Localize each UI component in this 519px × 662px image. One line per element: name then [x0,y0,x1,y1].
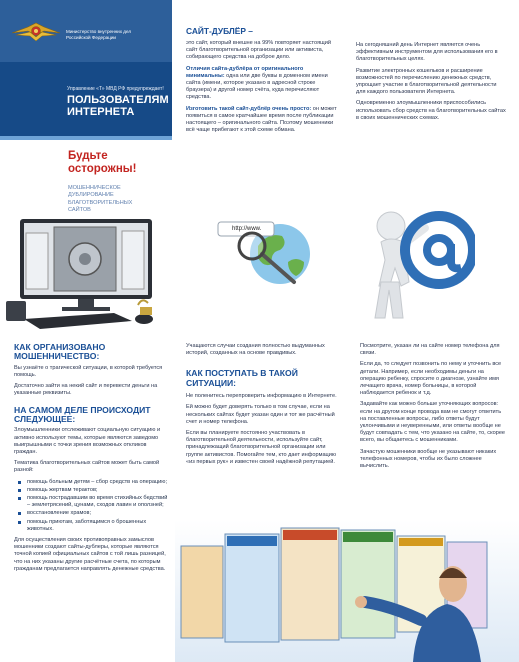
paragraph: Злоумышленники отслеживают социальную ситуацию и активно используют темы, которые являются заведомо выигрышными с точки зрения возможных откликов граждан. [14,427,161,456]
paragraph: это сайт, который внешне на 99% повторяет настоящий сайт благотворительной организации или активиста, собирающего средства на доброе дело. [186,40,332,61]
header-banner [0,0,172,62]
man-browsing-websites-photo [175,520,519,662]
intro-section [356,42,506,126]
section-heading: САЙТ-ДУБЛЁР – [186,26,253,36]
title-banner [0,62,172,136]
paragraph: Не поленитесь перепроверить информацию в Интернете. [186,393,337,400]
page-title: ПОЛЬЗОВАТЕЛЯМ ИНТЕРНЕТА [67,94,169,118]
section-heading: КАК ПОСТУПАТЬ В ТАКОЙ СИТУАЦИИ: [186,368,298,388]
what-to-do-section [186,343,340,470]
paragraph: Учащаются случаи создания полностью выдуманных историй, созданных на основе правдивых. [186,343,325,357]
list-item: помощь больным детям – сбор средств на операцию; [18,479,168,486]
computer-safe-illustration [4,215,172,330]
paragraph: Если вы планируете постоянно участвовать в благотворительной деятельности, используйте сайт, принадлежащий благотворительной организации или группе активистов. Помогайте тем, кто дает информацию «из первых рук» и известен своей надёжной репутацией. [186,430,337,465]
paragraph: Ей можно будет доверять только в том случае, если на нескольких сайтах будет указан один и тот же расчётный счет и номер телефона. [186,404,335,425]
section-heading: КАК ОРГАНИЗОВАНО МОШЕННИЧЕСТВО: [14,342,106,362]
paragraph: Для осуществления своих противоправных замыслов мошенники создают сайты-дублеры, которые являются точной копией официальных сайтов с той лишь разницей, что на них указаны другие расчётные счета, по которым гражданам предлагается направлять денежные средства. [14,537,166,572]
paragraph: Изготовить такой сайт-дублёр очень просто: он может появиться в самое кратчайшее время после публикации настоящего – оригинального сайта. Поэтому мошенники всё чаще прибегают к этой схеме обмана. [186,105,337,134]
paragraph: На сегодняшний день Интернет является очень эффективным инструментом для использования его в благотворительных целях. [356,42,498,63]
verification-section [360,343,506,474]
paragraph: Достаточно зайти на некий сайт и перевести деньги на указанные реквизиты. [14,383,158,397]
banner-stripe [0,136,172,140]
paragraph: Вы узнаёте о трагической ситуации, в которой требуется помощь. [14,364,163,379]
careful-heading: Будьте осторожны! [68,150,137,175]
list-item: восстановление храмов; [18,510,168,517]
paragraph: Отличия сайта-дублёра от оригинального минимальны: одна или две буквы в доменном имени сайта (имени, которое указано в адресной строке браузера) и другой номер счёта, куда перечисляют средства. [186,65,328,101]
paragraph: Одновременно злоумышленники приспособились использовать сбор средств на благотворительных сайтах в своих мошеннических схемах. [356,100,506,121]
paragraph: Развитие электронных кошельков и расширение возможностей по перечислению денежных средств, упрощает участие в благотворительной деятельности для каждого пользователя Интернета. [356,67,497,96]
paragraph: Если да, то следует позвонить по нему и уточнить все детали. Например, если необходимы деньги на операцию ребенку, спросите о диагнозе, узнайте имя лечащего врача, номер больницы, в которой наблюдается ребенок и т.д. [360,361,502,397]
clone-site-section [186,26,338,138]
paragraph: Задавайте как можно больше уточняющих вопросов: если на другом конце провода вам не смогут ответить на поставленные вопросы, либо ответы будут уклончивыми и неуверенными, или ответы вообще не будут совпадать с тем, что указано на сайте, то, скорее всего, вы общаетесь с мошенниками. [360,401,506,444]
paragraph: Тематика благотворительных сайтов может быть самой разной: [14,460,160,474]
paragraph: Посмотрите, указан ли на сайте номер телефона для связи. [360,343,500,357]
browser-globe-illustration [202,206,320,288]
section-heading: НА САМОМ ДЕЛЕ ПРОИСХОДИТ СЛЕДУЮЩЕЕ: [14,404,151,425]
fraud-scheme-section [14,343,168,577]
ministry-name: Министерство внутренних дел Российской Федерации [66,29,132,40]
topic-list [18,479,168,533]
warning-line: Управление «Т» МВД РФ предупреждает! [67,86,164,92]
list-item: помощь жертвам терактов; [18,487,168,494]
person-at-sign-illustration [355,188,475,328]
url-text: http://www. [232,226,262,232]
subtitle-list: МОШЕННИЧЕСКОЕ ДУБЛИРОВАНИЕ БЛАГОТВОРИТЕЛЬНЫХ САЙТОВ [68,185,133,214]
paragraph: Зачастую мошенники вообще не указывают никаких телефонных номеров, чтобы их было сложнее вычислить. [360,448,497,470]
list-item: помощь пострадавшим во время стихийных бедствий – землетрясений, цунами, сходов лавин и оползней; [18,495,168,509]
list-item: помощь приютам, заботящимся о брошенных животных. [18,519,168,533]
mvd-emblem-icon [10,21,62,45]
